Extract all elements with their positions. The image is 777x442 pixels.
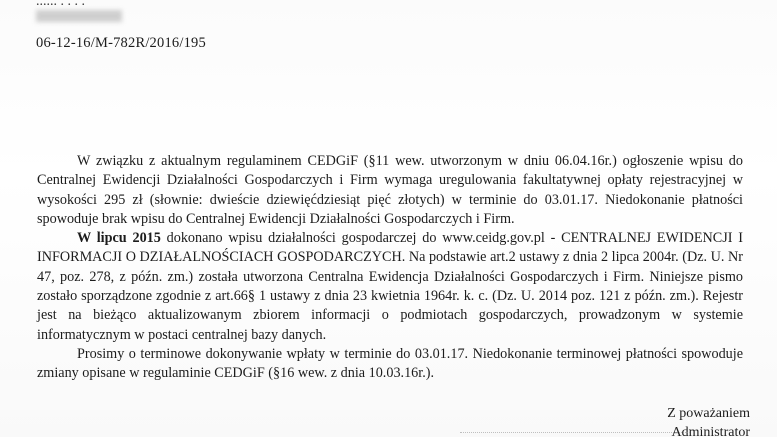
scan-artifact-line (460, 432, 690, 438)
paragraph-registration-text: dokonano wpisu działalności gospodarczej do www.ceidg.gov.pl - CENTRALNEJ EWIDENCJI I INFORMACJI O DZIAŁALNOŚCIACH GOSPODARCZYCH. Na podstawie art.2 ustawy z dnia 2 lipca 2004r. (Dz. U. Nr 47, poz. 278, z późn. zm.) została utworzona Centralna Ewidencja Działalności Gospodarczych i Firm. Niniejsze pismo zostało sporządzone zgodnie z art.66§ 1 ustawy z dnia 23 kwietnia 1964r. k. c. (Dz. U. 2014 poz. 121 z późn. zm.). Rejestr jest na bieżąco aktualizowanym zbiorem informacji o podmiotach gospodarczych, prowadzonym w systemie informatycznym w postaci centralnej bazy danych. (37, 230, 743, 343)
signature-role: Administrator (671, 425, 750, 440)
paragraph-fee-notice: W związku z aktualnym regulaminem CEDGiF (§11 wew. utworzonym w dniu 06.04.16r.) ogłoszenie wpisu do Centralnej Ewidencji Działalności Gospodarczych i Firm wymaga uregulowania fakultatywnej opłaty rejestracyjnej w wysokości 295 zł (słownie: dwieście dziewięćdziesiąt pięć złotych) w terminie do 03.01.17. Niedokonanie płatności spowoduje brak wpisu do Centralnej Ewidencji Działalności Gospodarczych i Firm. (37, 153, 743, 227)
paragraph-registration-info (37, 229, 743, 345)
closing-salutation: Z poważaniem (667, 406, 750, 421)
paragraph-payment-request: Prosimy o terminowe dokonywanie wpłaty w terminie do 03.01.17. Niedokonanie terminowej płatności spowoduje zmiany opisane w regulaminie CEDGiF (§16 wew. z dnia 10.03.16r.). (37, 345, 743, 382)
redacted-field (36, 10, 122, 22)
cut-off-header-line: ...... . . . . (36, 0, 85, 9)
paragraph-lead-date: W lipcu 2015 (77, 230, 161, 247)
letter-body (37, 152, 743, 384)
reference-number: 06-12-16/M-782R/2016/195 (36, 35, 206, 51)
